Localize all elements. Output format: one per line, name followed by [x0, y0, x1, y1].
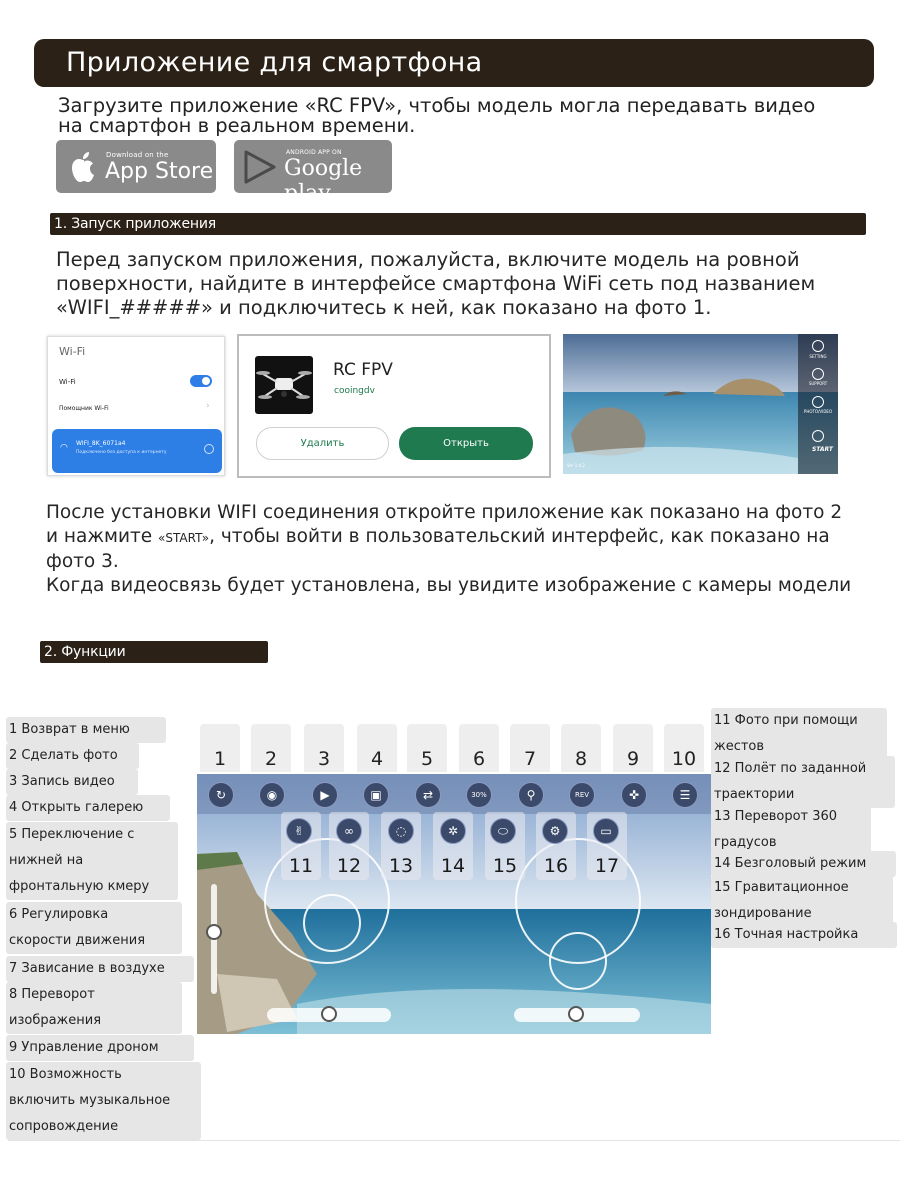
- flip-360-icon[interactable]: ◌: [388, 818, 414, 844]
- func-label-text: 10 Возможность: [9, 1067, 122, 1082]
- vr-icon[interactable]: ▭: [593, 818, 619, 844]
- wifi-network-name: WIFI_8K_6071a4: [76, 440, 126, 447]
- wifi-assist-label: Помощник Wi-Fi: [59, 405, 109, 412]
- photo-video-label: PHOTO/VIDEO: [803, 409, 833, 414]
- apple-icon: [70, 150, 98, 183]
- func-label-9: [6, 1035, 194, 1061]
- wifi-network-item[interactable]: [52, 429, 222, 473]
- wifi-icon: ◠: [60, 443, 68, 453]
- func-label-2: [6, 743, 139, 769]
- num-tab-lower: 11: [281, 812, 321, 880]
- para-line-2: поверхности, найдите в интерфейсе смартфона WiFi сеть под названием: [56, 272, 816, 295]
- num-tab-lower: 14: [433, 812, 473, 880]
- num-tab: 1: [200, 724, 240, 772]
- func-label-text: нижней на: [9, 853, 84, 868]
- support-label: SUPPORT: [808, 381, 828, 386]
- title-bar: [34, 39, 874, 87]
- google-small-text: ANDROID APP ON: [286, 149, 342, 156]
- func-label-text: траектории: [714, 787, 795, 802]
- num-tab: 4: [357, 724, 397, 772]
- section-2-bar: [40, 641, 268, 663]
- app-listing-screenshot: [237, 334, 551, 478]
- func-label-text: 6 Регулировка: [9, 907, 109, 922]
- app-start-screenshot: [563, 334, 838, 474]
- headless-icon[interactable]: ✲: [440, 818, 466, 844]
- google-big-text: Google play: [284, 156, 363, 206]
- seascape-image: [563, 334, 838, 474]
- func-label-text: 4 Открыть галерею: [9, 800, 144, 815]
- func-label-text: 12 Полёт по заданной: [714, 761, 867, 776]
- photo-video-icon[interactable]: [812, 396, 824, 408]
- num-tab: 3: [304, 724, 344, 772]
- gesture-photo-icon[interactable]: ✌: [286, 818, 312, 844]
- drone-app-icon: [255, 356, 313, 414]
- num-tab: 8: [561, 724, 601, 772]
- func-label-text: 1 Возврат в меню: [9, 722, 130, 737]
- right-joystick-knob[interactable]: [549, 932, 607, 990]
- left-horizontal-trim[interactable]: [267, 1008, 391, 1022]
- func-label-text: зондирование: [714, 906, 812, 921]
- func-label-13: [711, 804, 871, 856]
- func-label-text: 5 Переключение с: [9, 827, 135, 842]
- intro-line-1: Загрузите приложение «RC FPV», чтобы модель могла передавать видео: [58, 94, 816, 117]
- func-label-text: 7 Зависание в воздухе: [9, 961, 165, 976]
- after-line-2a: и нажмите: [46, 526, 153, 547]
- func-label-text: 15 Гравитационное: [714, 880, 849, 895]
- speed-icon[interactable]: 30%: [466, 782, 492, 808]
- after-start-word: «START»: [158, 531, 210, 545]
- func-label-text: градусов: [714, 835, 777, 850]
- num-tab: 9: [613, 724, 653, 772]
- func-label-text: 11 Фото при помощи: [714, 713, 858, 728]
- func-label-7: [6, 956, 194, 982]
- wifi-row-label: Wi-Fi: [59, 378, 76, 386]
- settings-icon[interactable]: ⚙: [542, 818, 568, 844]
- num-tab: 7: [510, 724, 550, 772]
- info-icon[interactable]: [204, 444, 214, 454]
- func-label-8: [6, 982, 182, 1034]
- settings-icon[interactable]: [812, 340, 824, 352]
- section-1-after-text: [46, 501, 866, 598]
- vertical-trim-slider[interactable]: [211, 884, 217, 994]
- func-label-15: [711, 875, 893, 927]
- slider-knob[interactable]: [321, 1006, 337, 1022]
- after-line-4: Когда видеосвязь будет установлена, вы увидите изображение с камеры модели: [46, 575, 852, 596]
- func-label-4: [6, 795, 170, 821]
- app-name: RC FPV: [333, 360, 393, 380]
- func-label-text: 13 Переворот 360: [714, 809, 838, 824]
- func-label-text: изображения: [9, 1013, 102, 1028]
- after-line-2b: , чтобы войти в пользовательский интерфейс, как показано на: [209, 526, 830, 547]
- num-tab-lower: 15: [485, 812, 525, 880]
- func-label-14: [711, 851, 896, 877]
- func-label-text: скорости движения: [9, 933, 146, 948]
- func-label-text: 3 Запись видео: [9, 774, 115, 789]
- gallery-icon[interactable]: ▣: [363, 782, 389, 808]
- start-sidebar: [798, 334, 838, 474]
- setting-label: SETTING: [809, 354, 827, 359]
- gamepad-icon[interactable]: [812, 430, 824, 442]
- func-label-text: включить музыкальное: [9, 1093, 171, 1108]
- flip-image-icon[interactable]: REV: [569, 782, 595, 808]
- version-text: Ver 1.4.2: [567, 463, 585, 468]
- start-button[interactable]: START: [811, 446, 833, 453]
- func-label-text: 16 Точная настройка: [714, 927, 859, 942]
- num-tab: 2: [251, 724, 291, 772]
- gamepad-icon[interactable]: ✜: [621, 782, 647, 808]
- gravity-sensor-icon[interactable]: ⬭: [490, 818, 516, 844]
- apple-big-text: App Store: [105, 159, 214, 184]
- divider: [8, 1140, 900, 1141]
- wifi-network-status: Подключено без доступа к интернету: [76, 450, 167, 455]
- func-label-text: 8 Переворот: [9, 987, 95, 1002]
- apple-small-text: Download on the: [106, 151, 169, 159]
- right-horizontal-trim[interactable]: [514, 1008, 640, 1022]
- uninstall-button[interactable]: Удалить: [256, 427, 389, 460]
- num-tab: 10: [664, 724, 704, 772]
- menu-icon[interactable]: ☰: [672, 782, 698, 808]
- num-tab-lower: 12: [329, 812, 369, 880]
- after-line-1: После установки WIFI соединения откройте приложение как показано на фото 2: [46, 502, 843, 523]
- func-label-text: фронтальную кмеру: [9, 879, 150, 894]
- intro-line-2: на смартфон в реальном времени.: [58, 114, 416, 137]
- left-joystick-knob[interactable]: [303, 894, 361, 952]
- section-2-title: 2. Функции: [44, 644, 126, 660]
- app-store-badge[interactable]: [56, 140, 216, 193]
- func-label-text: 9 Управление дроном: [9, 1040, 159, 1055]
- section-1-bar: [50, 213, 866, 235]
- num-tab-lower: 13: [381, 812, 421, 880]
- trajectory-icon[interactable]: ∞: [336, 818, 362, 844]
- func-label-6: [6, 902, 182, 954]
- section-1-title: 1. Запуск приложения: [54, 216, 216, 232]
- slider-knob[interactable]: [568, 1006, 584, 1022]
- back-menu-icon[interactable]: ↻: [208, 782, 234, 808]
- num-tab-lower: 17: [587, 812, 627, 880]
- section-1-text: [56, 248, 876, 320]
- func-label-3: [6, 769, 138, 795]
- num-tab: 6: [459, 724, 499, 772]
- num-tab-lower: 16: [536, 812, 576, 880]
- hover-icon[interactable]: ⚲: [518, 782, 544, 808]
- video-record-icon[interactable]: ▶: [312, 782, 338, 808]
- func-label-1: [6, 717, 166, 743]
- slider-knob[interactable]: [206, 924, 222, 940]
- wifi-title: Wi-Fi: [59, 345, 86, 358]
- func-label-12: [711, 756, 895, 808]
- page-title: Приложение для смартфона: [66, 47, 483, 78]
- num-tab: 5: [407, 724, 447, 772]
- open-button[interactable]: Открыть: [399, 427, 533, 460]
- func-label-11: [711, 708, 887, 760]
- func-label-text: сопровождение: [9, 1119, 119, 1134]
- after-line-3: фото 3.: [46, 551, 119, 572]
- func-label-text: 14 Безголовый режим: [714, 856, 867, 871]
- camera-icon[interactable]: ◉: [259, 782, 285, 808]
- after-line-2: [46, 525, 866, 550]
- func-label-5: [6, 822, 178, 900]
- func-label-text: 2 Сделать фото: [9, 748, 118, 763]
- switch-camera-icon[interactable]: ⇄: [415, 782, 441, 808]
- para-line-1: Перед запуском приложения, пожалуйста, включите модель на ровной: [56, 248, 800, 271]
- para-line-3: «WIFI_#####» и подключитесь к ней, как показано на фото 1.: [56, 296, 712, 319]
- google-play-badge[interactable]: [234, 140, 392, 206]
- wifi-settings-screenshot: [47, 336, 225, 476]
- chevron-right-icon: ›: [206, 401, 210, 411]
- func-label-16: [711, 922, 897, 948]
- support-icon[interactable]: [812, 368, 824, 380]
- play-icon: [244, 150, 276, 184]
- func-label-text: жестов: [714, 739, 765, 754]
- wifi-toggle[interactable]: [190, 375, 212, 387]
- func-label-10: [6, 1062, 201, 1140]
- app-developer[interactable]: cooingdv: [334, 386, 375, 396]
- intro-text: [58, 96, 878, 136]
